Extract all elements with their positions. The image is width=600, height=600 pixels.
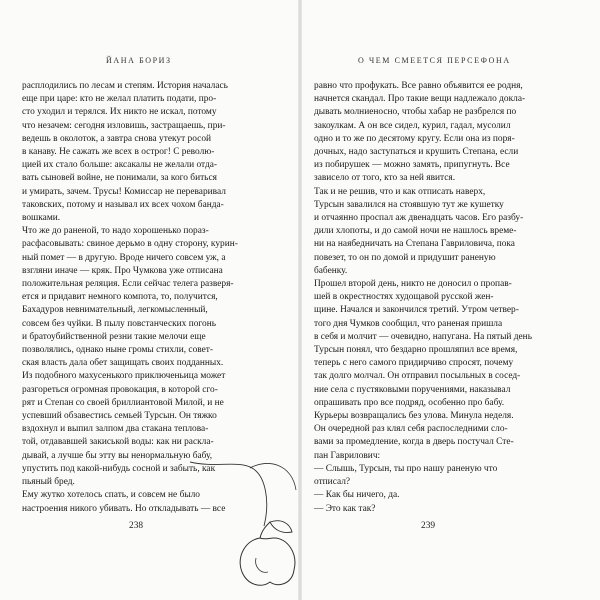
text-line: зависело от того, кто за ней явится. — [314, 173, 456, 184]
text-line: того дня Чумков сообщил, что раненая пришла — [314, 318, 503, 329]
text-line: вами за промедление, когда в дверь постучал Сте- — [314, 437, 514, 448]
text-line: вошками. — [22, 213, 61, 224]
right-page-text — [314, 80, 558, 516]
text-line: той, отдававшей закиськой воды: как ни раскла- — [22, 437, 214, 448]
text-line: отписал? — [314, 477, 351, 488]
text-line: дочных, надо заступаться и крушить Степана, если — [314, 147, 519, 158]
text-line: разгореться огромная провокация, в которой сго- — [22, 384, 218, 395]
text-line: упустить под какой-нибудь сосной и забыть, как — [22, 463, 216, 474]
apple-line-drawing-icon — [190, 440, 300, 590]
text-line: и умирать, зачем. Трусы! Комиссар не переваривал — [22, 186, 226, 197]
text-line: — Слышь, Турсын, ты про нашу раненую что — [314, 463, 498, 474]
text-line: так долго молчал. Он отправил посыльных в сосед- — [314, 371, 521, 382]
text-line: что незачем: сегодня изловишь, застращаешь, при- — [22, 120, 226, 131]
text-line: повезет, то он по домой и придушит раненую — [314, 252, 496, 263]
text-line: расфасовывать: свиное дерьмо в одну сторону, курин- — [22, 239, 238, 250]
text-line: из побирушек — можно замять, припугнуть. Все — [314, 160, 510, 171]
text-line: взгляни иначе — кряк. Про Чумкова уже отписана — [22, 265, 223, 276]
text-line: положительная реляция. Если сейчас телега разверя- — [22, 279, 234, 290]
text-line: еще при царе: кто не желал платить подати, про- — [22, 94, 217, 105]
text-line: в канаву. Не сажать же всех в острог! С револю- — [22, 147, 215, 158]
text-line: Из подобного махусенького приключеньица может — [22, 371, 226, 382]
text-line: пан Гаврилович: — [314, 450, 381, 461]
text-line: вздохнул и выпил залпом двa стакана теплова- — [22, 424, 209, 435]
text-line: закоулкам. А он все сидел, курил, гадал, мусолил — [314, 120, 511, 131]
text-line: ние села с пустяковыми поручениями, наказывал — [314, 384, 511, 395]
text-line: цией их стало больше: аксакалы не желали отда- — [22, 160, 218, 171]
right-page — [302, 0, 600, 600]
text-line: Так и не решив, что и как отписать наверх, — [314, 186, 486, 197]
text-line: теперь с него самого придирчиво спросят, почему — [314, 358, 514, 369]
text-line: вать сыновей войне, не понимали, за кого биться — [22, 173, 217, 184]
text-line: и отчаянно проспал аж двенадцать часов. Его разбу- — [314, 213, 524, 224]
text-line: ный помет — в другую. Вроде ничего совсем уж, а — [22, 252, 226, 263]
text-line: успевший обзавестись семьей Турсын. Он тяжко — [22, 411, 217, 422]
text-line: расплодились по лесам и степям. История началась — [22, 81, 228, 91]
text-line: настроения никого убивать. Но откладывать — все — [22, 503, 226, 514]
text-line: в себя и молчит — очевидно, напугана. На пятый день — [314, 331, 532, 342]
text-line: бабенку. — [314, 265, 348, 276]
left-running-head: ЙАНА БОРИЗ — [106, 56, 172, 65]
text-line: ведешь в околоток, а завтра снова утекут росой — [22, 133, 212, 144]
text-line: Курьеры возвращались без улова. Минула неделя. — [314, 411, 514, 422]
text-line: одно и то же по десятому кругу. Если она из поря- — [314, 133, 515, 144]
text-line: Ему жутко хотелось спать, и совсем не было — [22, 490, 200, 501]
left-page-number: 238 — [129, 521, 144, 531]
text-line: дывать молниеносно, чтобы хабар не разбрелся по — [314, 107, 517, 118]
text-line: пьяный бред. — [22, 477, 75, 488]
text-line: совсем без чуйки. В пылу повстанческих погонь — [22, 318, 217, 329]
text-line: шей в окрестностях худощавой русской жен- — [314, 292, 494, 303]
text-line: — Это как так? — [314, 503, 376, 514]
right-page-number: 239 — [421, 521, 436, 531]
text-line: Прошел второй день, никто не доносил о пропав- — [314, 279, 512, 290]
text-line: Турсын понял, что бездарно прошляпил все время, — [314, 345, 518, 356]
text-line: ская власть дала обет защищать своих подданных. — [22, 358, 224, 369]
text-line: дывай, а лучше бы этту вы ненормальную бабу, — [22, 450, 213, 461]
text-line: щине. Начался и закончился третий. Утром четвер- — [314, 305, 519, 316]
text-line: равно что профукать. Все равно объявится ее родня, — [314, 81, 523, 91]
text-line: позволялись, однако ныне громы стихли, совет- — [22, 345, 214, 356]
text-line: дили хлопоты, и до самой ночи не нашлось време- — [314, 226, 517, 237]
text-line: опрашивать про все подряд, особенно про бабу. — [314, 397, 505, 408]
text-line: Он очередной раз клял себя распоследними сло- — [314, 424, 508, 435]
text-line: — Как бы ничего, да. — [314, 490, 400, 501]
text-line: Что же до раненой, то надо хорошенько пораз- — [22, 226, 209, 237]
text-line: рят и Степан со своей бриллиантовой Милой, и не — [22, 397, 224, 408]
text-line: ется и придавит немного компота, то, получится, — [22, 292, 218, 303]
text-line: начнется скандал. Про такие вещи надлежало доклa- — [314, 94, 526, 105]
text-line: Турсын завалился на стоявшую тут же кушетку — [314, 199, 504, 210]
text-line: сто уходил и терялся. Их никто не искал, потому — [22, 107, 217, 118]
text-line: Бахадуров невнимательный, легкомысленный, — [22, 305, 208, 316]
text-line: ни на наябедничать на Степана Гавриловича, пока — [314, 239, 515, 250]
text-line: таковских, потому и называл их всех чохом банда- — [22, 199, 224, 210]
right-running-head: О ЧЕМ СМЕЕТСЯ ПЕРСЕФОНА — [358, 56, 511, 65]
text-line: и братоубийственной резни такие мелочи еще — [22, 331, 206, 342]
